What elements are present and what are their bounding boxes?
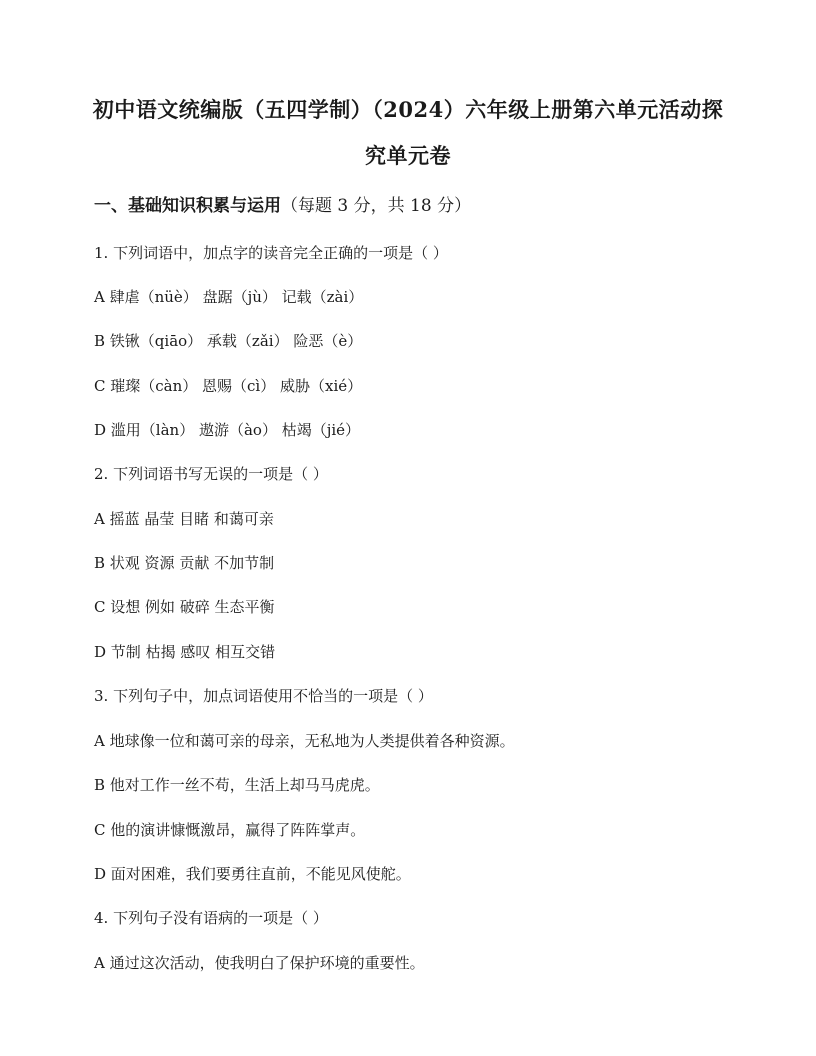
section-title: 一、基础知识积累与运用 <box>94 196 281 216</box>
question-3-option-d: D 面对困难，我们要勇往直前，不能见风使舵。 <box>94 865 411 883</box>
question-4-option-a: A 通过这次活动，使我明白了保护环境的重要性。 <box>94 954 425 972</box>
question-4-stem: 4. 下列句子没有语病的一项是（ ） <box>94 909 328 927</box>
document-title-line1: 初中语文统编版（五四学制）（2024）六年级上册第六单元活动探 <box>92 97 724 122</box>
question-3-stem: 3. 下列句子中，加点词语使用不恰当的一项是（ ） <box>94 687 433 705</box>
question-1-option-a: A 肆虐（nüè） 盘踞（jù） 记载（zài） <box>94 288 364 306</box>
document-title-line2: 究单元卷 <box>365 143 451 168</box>
question-1-option-d: D 滥用（làn） 遨游（ào） 枯竭（jié） <box>94 421 361 439</box>
question-1-option-b: B 铁锹（qiāo） 承载（zǎi） 险恶（è） <box>94 332 363 350</box>
question-3-option-b: B 他对工作一丝不苟，生活上却马马虎虎。 <box>94 776 380 794</box>
question-3-option-c: C 他的演讲慷慨激昂，赢得了阵阵掌声。 <box>94 821 366 839</box>
section-score-note: （每题 3 分，共 18 分） <box>281 196 472 216</box>
question-2-stem: 2. 下列词语书写无误的一项是（ ） <box>94 465 328 483</box>
question-1-stem: 1. 下列词语中，加点字的读音完全正确的一项是（ ） <box>94 244 448 262</box>
question-1-option-c: C 璀璨（càn） 恩赐（cì） 威胁（xié） <box>94 377 363 395</box>
question-2-option-a: A 摇蓝 晶莹 目睹 和蔼可亲 <box>94 510 274 528</box>
question-3-option-a: A 地球像一位和蔼可亲的母亲，无私地为人类提供着各种资源。 <box>94 732 515 750</box>
question-2-option-d: D 节制 枯揭 感叹 相互交错 <box>94 643 276 661</box>
question-2-option-c: C 设想 例如 破碎 生态平衡 <box>94 598 275 616</box>
section-heading <box>94 191 471 216</box>
question-2-option-b: B 状观 资源 贡献 不加节制 <box>94 554 275 572</box>
